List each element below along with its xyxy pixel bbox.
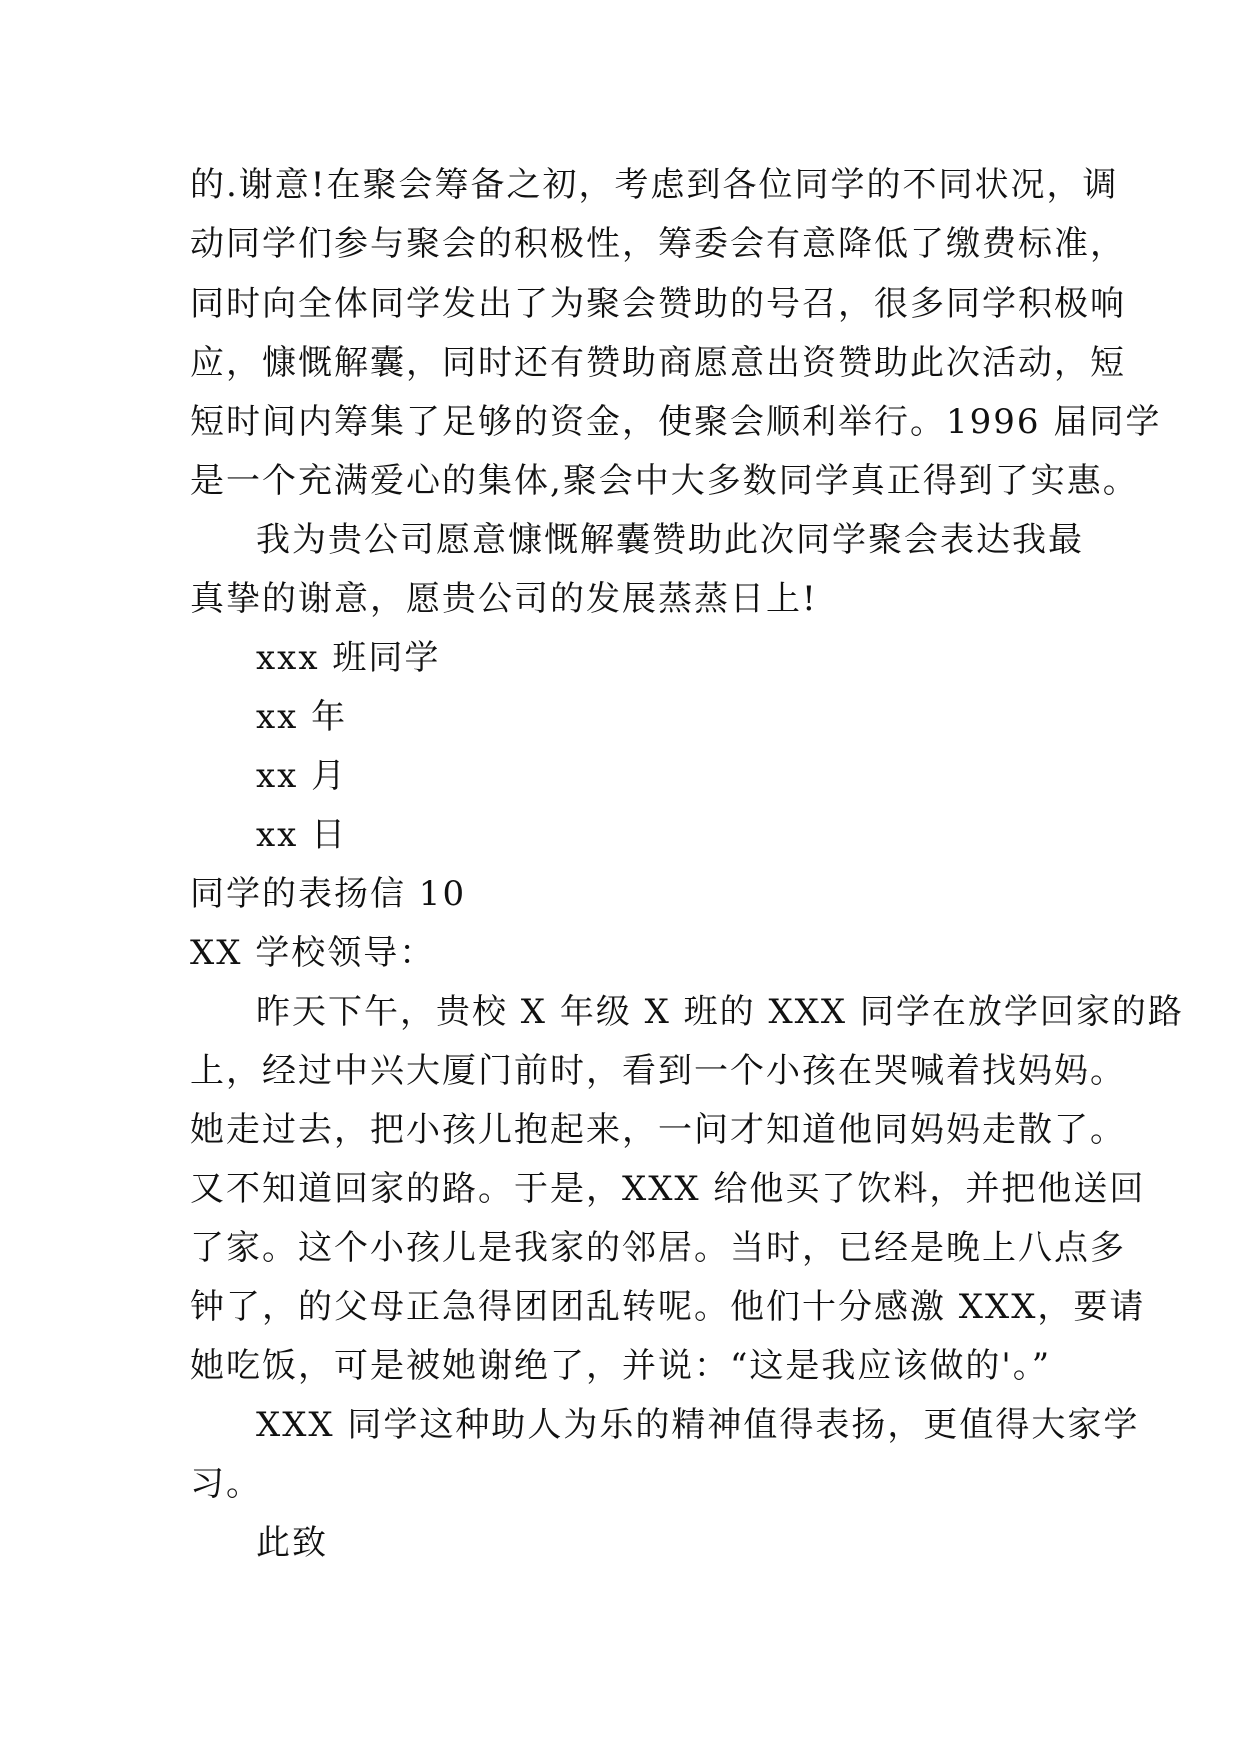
paragraph-line: 我为贵公司愿意慷慨解囊赞助此次同学聚会表达我最 [256,520,1084,560]
paragraph-line: 同时向全体同学发出了为聚会赞助的号召，很多同学积极响 [190,284,1126,324]
paragraph-line: 是一个充满爱心的集体,聚会中大多数同学真正得到了实惠。 [190,461,1139,501]
paragraph-line: XXX 同学这种助人为乐的精神值得表扬，更值得大家学 [256,1405,1140,1445]
section-title: 同学的表扬信 10 [190,874,467,914]
date-day: xx 日 [256,815,348,855]
paragraph-line: 的.谢意!在聚会筹备之初，考虑到各位同学的不同状况，调 [190,165,1119,205]
paragraph-line: 钟了，的父母正急得团团乱转呢。他们十分感激 XXX，要请 [190,1287,1146,1327]
paragraph-line: 又不知道回家的路。于是，XXX 给他买了饮料，并把他送回 [190,1169,1146,1209]
paragraph-line: 她吃饭，可是被她谢绝了，并说：“这是我应该做的'。” [190,1346,1052,1386]
paragraph-line: 短时间内筹集了足够的资金，使聚会顺利举行。1996 届同学 [190,402,1162,442]
paragraph-line: 昨天下午，贵校 X 年级 X 班的 XXX 同学在放学回家的路 [256,992,1184,1032]
paragraph-line: 她走过去，把小孩儿抱起来，一问才知道他同妈妈走散了。 [190,1110,1126,1150]
date-month: xx 月 [256,756,348,796]
date-year: xx 年 [256,697,348,737]
paragraph-line: 了家。这个小孩儿是我家的邻居。当时，已经是晚上八点多 [190,1228,1126,1268]
paragraph-line: 应，慷慨解囊，同时还有赞助商愿意出资赞助此次活动，短 [190,343,1126,383]
salutation: XX 学校领导： [190,933,436,973]
signature-line: xxx 班同学 [256,638,441,678]
closing-line: 此致 [256,1523,328,1563]
paragraph-line: 真挚的谢意，愿贵公司的发展蒸蒸日上! [190,579,818,619]
paragraph-line: 动同学们参与聚会的积极性，筹委会有意降低了缴费标准， [190,224,1126,264]
paragraph-line: 习。 [190,1464,262,1504]
paragraph-line: 上，经过中兴大厦门前时，看到一个小孩在哭喊着找妈妈。 [190,1051,1126,1091]
